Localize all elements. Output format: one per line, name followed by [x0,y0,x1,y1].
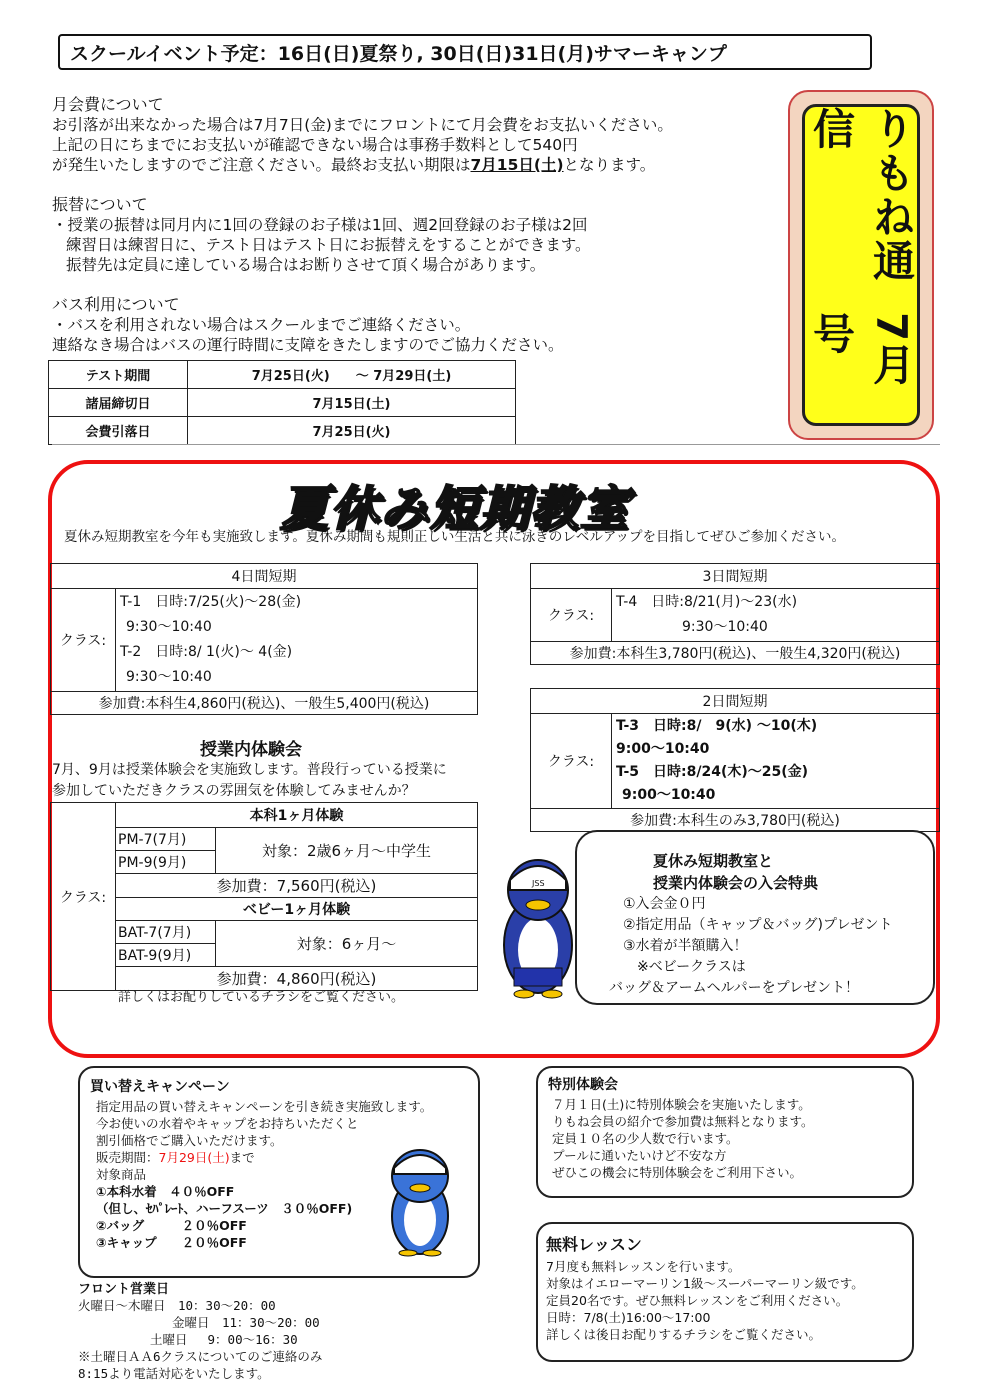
honka-target: 対象：2歳6ヶ月～中学生 [216,828,478,874]
four-day-fee: 参加費:本科生4,860円(税込)、一般生5,400円(税込) [51,692,478,715]
summer-intro: 夏休み短期教室を今年も実施致します。夏休み期間も規則正しい生活と共に泳ぎのレベルアップを目指してぜひご参加ください。 [64,529,845,545]
issue-badge [788,90,934,440]
fees-line-2: 上記の日にちまでにお支払いが確認できない場合は事務手数料として540円 [52,136,578,154]
penguin-mascot-icon [380,1142,460,1258]
trial-table: クラス: 本科1ヶ月体験 PM-7(7月) 対象：2歳6ヶ月～中学生 PM-9(9月) 参加費：7,560円(税込) ベビー1ヶ月体験 BAT-7(7月) 対象：6ヶ月～ BAT-9(9月) 参加費：4,860円(税込) [50,802,478,991]
transfer-title: 振替について [52,195,148,214]
bus-title: バス利用について [52,295,180,314]
front-hours: フロント営業日 火曜日～木曜日 10：30～20：00 金曜日 11：30～20：00 土曜日 9：00～16：30 ※土曜日ＡＡ6クラスについてのご連絡のみ 8:15より電話対応をいたします。 [78,1282,323,1381]
class-label: クラス: [531,714,612,809]
special-trial-box: 特別体験会 ７月１日(土)に特別体験会を実施いたします。 りもね会員の紹介で参加費は無料となります。 定員１０名の少人数で行います。 プールに通いたいけど不安な方 ぜひこの機会に特別体験会をご利用下さい。 [536,1066,914,1198]
three-day-heading: 3日間短期 [531,564,940,589]
four-day-course: 4日間短期 クラス: T-1 日時:7/25(火)～28(金) 9:30～10:40 T-2 日時:8/ 1(火)～ 4(金) 9:30～10:40 参加費:本科生4,860円(税込)、一般生5,400円(税込) [50,563,478,715]
schedule-table [48,360,516,445]
trial-desc: 7月、9月は授業体験会を実施致します。普段行っている授業に 参加していただきクラスの雰囲気を体験してみませんか？ [52,762,447,799]
three-day-fee: 参加費:本科生3,780円(税込)、一般生4,320円(税込) [531,642,940,665]
class-label: クラス: [51,589,116,692]
benefits-bubble: 夏休み短期教室と 授業内体験会の入会特典 ①入会金０円 ②指定用品（キャップ＆バッグ)プレゼント ③水着が半額購入！ ※ベビークラスは バッグ＆アームヘルパーをプレゼント！ [575,830,935,1005]
three-day-course: 3日間短期 クラス: T-4 日時:8/21(月)～23(水) 9:30～10:40 参加費:本科生3,780円(税込)、一般生4,320円(税込) [530,563,940,665]
honka-title: 本科1ヶ月体験 [116,803,478,828]
two-day-course: 2日間短期 クラス: T-3 日時:8/ 9(水) ～10(木) 9:00～10:40 T-5 日時:8/24(木)～25(金) 9:00～10:40 参加費:本科生のみ3,780円(税込) [530,688,940,832]
campaign-box: 買い替えキャンペーン 指定用品の買い替えキャンペーンを引き続き実施致します。 今お使いの水着やキャップをお持ちいただくと 割引価格でご購入いただけます。 販売期間：7月29日(土)まで 対象商品 ①本科水着 ４０％OFF （但し、ｾﾊﾟﾚｰﾄ、ハーフスーツ ３０％OFF) ②バッグ ２０％OFF ③キャップ ２０％OFF [78,1066,480,1278]
class-label: クラス: [51,803,116,991]
table-row: 諸届締切日 7月15日(土) [49,389,516,417]
bus-line-1: ・バスを利用されない場合はスクールまでご連絡ください。 [52,316,471,334]
baby-fee: 参加費：4,860円(税込) [116,967,478,991]
table-row: 会費引落日 7月25日(火) [49,417,516,445]
two-day-heading: 2日間短期 [531,689,940,714]
baby-title: ベビー1ヶ月体験 [116,898,478,921]
trial-title: 授業内体験会 [200,740,302,760]
event-schedule-banner: スクールイベント予定：16日(日)夏祭り, 30日(日)31日(月)サマーキャンプ [58,34,872,70]
baby-target: 対象：6ヶ月～ [216,921,478,967]
fees-title: 月会費について [52,95,164,114]
four-day-heading: 4日間短期 [51,564,478,589]
transfer-line-3: 振替先は定員に達している場合はお断りさせて頂く場合があります。 [66,256,546,274]
campaign-date: 7月29日(土) [158,1150,230,1165]
fees-deadline: 7月15日(土) [470,156,564,174]
divider [52,444,940,445]
class-label: クラス: [531,589,612,642]
badge-issue: 7月号 [807,311,916,388]
two-day-fee: 参加費:本科生のみ3,780円(税込) [531,809,940,832]
transfer-line-2: 練習日は練習日に、テスト日はテスト日にお振替えをすることができます。 [66,236,591,254]
mascot-cap-text: JSS [532,879,545,888]
transfer-line-1: ・授業の振替は同月内に1回の登録のお子様は1回、週2回登録のお子様は2回 [52,216,588,234]
table-row: テスト期間 7月25日(火) ～ 7月29日(土) [49,361,516,389]
fees-line-1: お引落が出来なかった場合は7月7日(金)までにフロントにて月会費をお支払いください。 [52,116,673,134]
trial-note: 詳しくはお配りしているチラシをご覧ください。 [118,990,405,1005]
fees-section [52,92,673,175]
badge-title: りもね通信 [807,107,916,283]
benefits-list: ①入会金０円 ②指定用品（キャップ＆バッグ)プレゼント ③水着が半額購入！ ※ベビークラスは バッグ＆アームヘルパーをプレゼント！ [609,896,893,996]
bus-line-2: 連絡なき場合はバスの運行時間に支障をきたしますのでご協力ください。 [52,336,564,354]
penguin-mascot-icon [492,850,584,1000]
honka-fee: 参加費：7,560円(税込) [116,874,478,898]
fees-line-3: が発生いたしますのでご注意ください。最終お支払い期限は7月15日(土)となります。 [52,156,656,174]
summer-title: 夏休み短期教室 [280,481,631,537]
free-lesson-box: 無料レッスン 7月度も無料レッスンを行います。 対象はイエローマーリン1級～スーパーマーリン級です。 定員20名です。ぜひ無料レッスンをご利用ください。 日時：7/8(土)16:00～17:00 詳しくは後日お配りするチラシをご覧ください。 [536,1222,914,1362]
bus-section [52,292,564,355]
transfer-section [52,192,591,275]
